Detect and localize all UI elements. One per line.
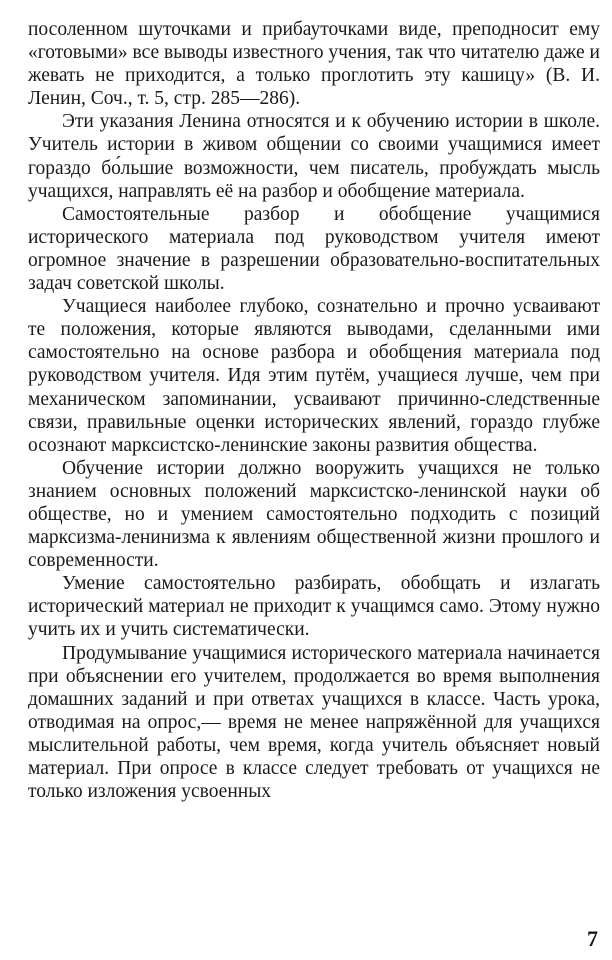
paragraph-students-learn: Учащиеся наиболее глубоко, сознательно и прочно усваивают те положения, которые являются выводами, сделанными ими самостоятельно на основе разбора и обобщения материала под руководством учителя. Идя этим путём, учащиеся лучше, чем при механическом запоминании, усваивают причинно-следственные связи, правильные оценки исторических явлений, гораздо глубже осознают марксистско-ленинские законы развития общества. xyxy=(28,296,600,456)
paragraph-independent-analysis: Самостоятельные разбор и обобщение учащимися исторического материала под руководством учителя имеют огромное значение в разрешении образовательно-воспитательных задач советской школы. xyxy=(28,203,600,295)
page-number: 7 xyxy=(587,926,598,951)
page-body-text xyxy=(28,18,600,803)
paragraph-skill-not-innate: Умение самостоятельно разбирать, обобщать и излагать исторический материал не приходит к учащимся само. Этому нужно учить их и учить систематически. xyxy=(28,573,600,641)
paragraph-history-teaching-goal: Обучение истории должно вооружить учащихся не только знанием основных положений марксистско-ленинской науки об обществе, но и умением самостоятельно подходить с позиций марксизма-ленинизма к явлениям общественной жизни прошлого и современности. xyxy=(28,457,600,572)
book-page xyxy=(14,8,598,952)
paragraph-lenin-instructions: Эти указания Ленина относятся и к обучению истории в школе. Учитель истории в живом общении со своими учащимися имеет гораздо бо́льшие возможности, чем писатель, пробуждать мысль учащихся, направлять её на разбор и обобщение материала. xyxy=(28,111,600,202)
paragraph-continuation: посоленном шуточками и прибауточками виде, преподносит ему «готовыми» все выводы известного учения, так что читателю даже и жевать не приходится, а только проглотить эту кашицу» (В. И. Ленин, Соч., т. 5, стр. 285—286). xyxy=(28,19,600,110)
paragraph-thinking-through-material: Продумывание учащимися исторического материала начинается при объяснении его учителем, продолжается во время выполнения домашних заданий и при ответах учащихся в классе. Часть урока, отводимая на опрос,— время не менее напряжённой для учащихся мыслительной работы, чем время, когда учитель объясняет новый материал. При опросе в классе следует требовать от учащихся не только изложения усвоенных xyxy=(28,642,600,803)
